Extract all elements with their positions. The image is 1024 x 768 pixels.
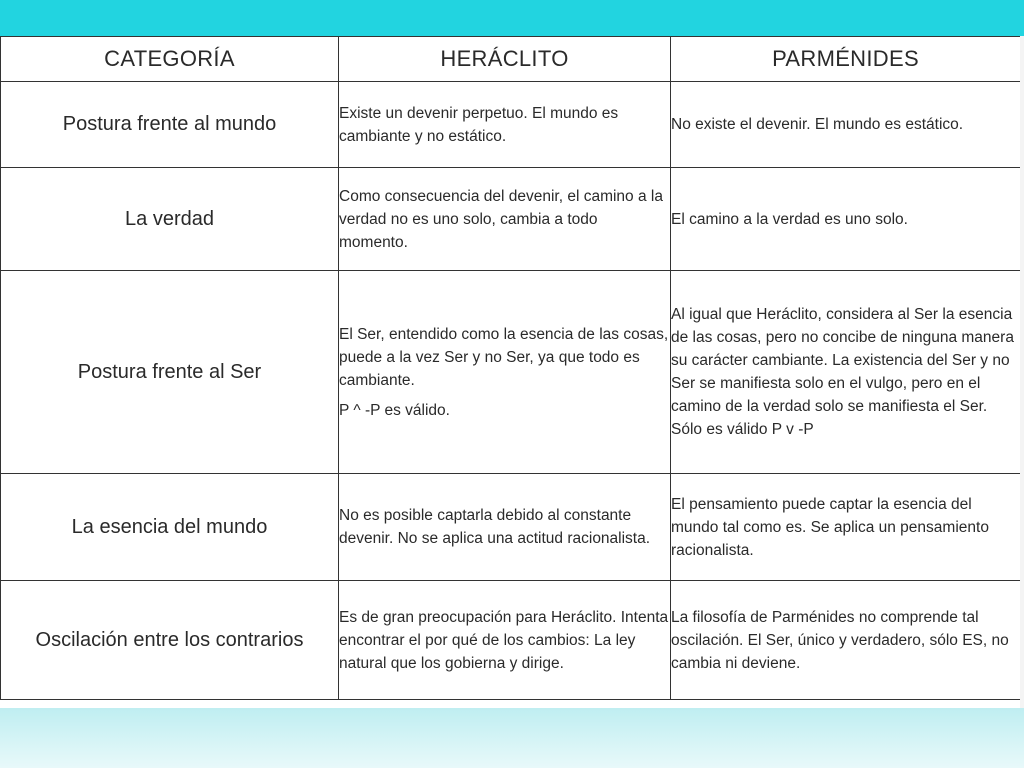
table-row [1,271,1021,474]
cell-text: Al igual que Heráclito, considera al Ser la esencia de las cosas, pero no concibe de ninguna manera su carácter cambiante. La existencia del Ser y no Ser se manifiesta solo en el vulgo, pero en el camino de la verdad solo se manifiesta el Ser. Sólo es válido P v -P [671,306,1014,438]
table-row [1,82,1021,168]
parmenides-cell [671,474,1021,581]
parmenides-cell [671,271,1021,474]
bottom-accent-band [0,708,1024,768]
heraclito-cell [339,82,671,168]
parmenides-cell [671,168,1021,271]
table-row [1,581,1021,700]
heraclito-cell [339,581,671,700]
cell-text: El camino a la verdad es uno solo. [671,210,908,228]
header-row [1,37,1021,82]
category-cell: La esencia del mundo [1,474,339,581]
parmenides-cell [671,82,1021,168]
cell-text: Existe un devenir perpetuo. El mundo es cambiante y no estático. [339,104,619,145]
cell-text: No existe el devenir. El mundo es estático. [671,116,964,133]
cell-formula: P ^ -P es válido. [339,401,450,419]
heraclito-cell [339,474,671,581]
top-accent-band [0,0,1024,36]
header-parmenides: PARMÉNIDES [671,37,1021,82]
table-row [1,168,1021,271]
category-cell: La verdad [1,168,339,271]
category-cell: Postura frente al Ser [1,271,339,474]
right-edge-shadow [1020,36,1024,708]
cell-text: La filosofía de Parménides no comprende tal oscilación. El Ser, único y verdadero, sólo ES, no cambia ni deviene. [671,608,1009,672]
heraclito-cell [339,168,671,271]
parmenides-cell [671,581,1021,700]
category-cell: Postura frente al mundo [1,82,339,168]
table-row [1,474,1021,581]
cell-text: Como consecuencia del devenir, el camino a la verdad no es uno solo, cambia a todo momento. [339,187,663,251]
heraclito-cell [339,271,671,474]
cell-text: No es posible captarla debido al constante devenir. No se aplica una actitud racionalista. [339,507,651,547]
header-heraclito: HERÁCLITO [339,37,671,82]
cell-text: Es de gran preocupación para Heráclito. Intenta encontrar el por qué de los cambios: La ley natural que los gobierna y dirige. [339,608,669,672]
cell-text: El pensamiento puede captar la esencia del mundo tal como es. Se aplica un pensamiento racionalista. [671,495,989,559]
cell-text: El Ser, entendido como la esencia de las cosas, puede a la vez Ser y no Ser, ya que todo es cambiante. [339,325,669,389]
category-cell: Oscilación entre los contrarios [1,581,339,700]
comparison-table [0,36,1021,700]
header-categoria: CATEGORÍA [1,37,339,82]
